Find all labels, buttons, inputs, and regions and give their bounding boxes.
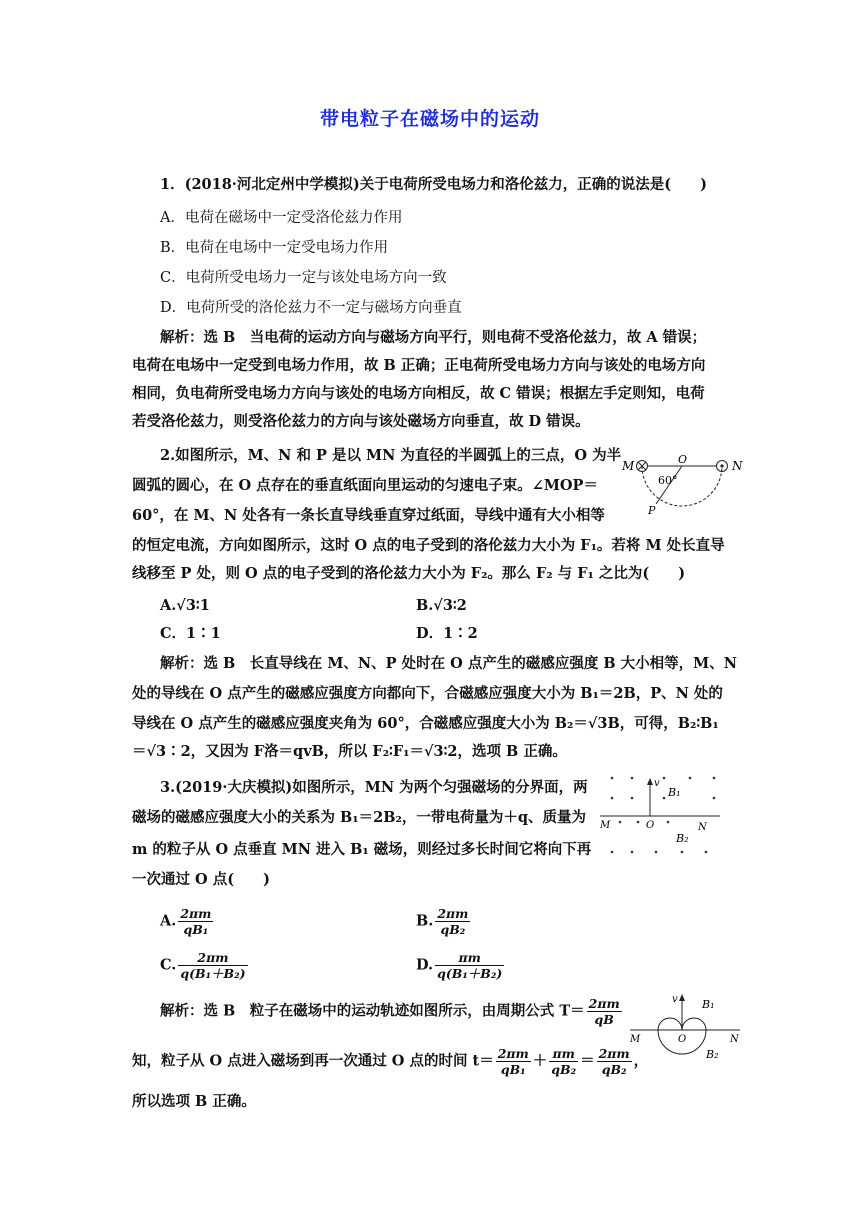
q1-answer-line: 相同，负电荷所受电场力方向与该处的电场方向相反，故 C 错误；根据左手定则知，电荷 (132, 385, 705, 402)
q2-figure (620, 452, 750, 518)
page-title: 带电粒子在磁场中的运动 (319, 108, 540, 130)
q3-traj-label-m: M (630, 1034, 641, 1045)
q3-figure (598, 772, 728, 858)
q1-stem: 1．(2018·河北定州中学模拟)关于电荷所受电场力和洛伦兹力，正确的说法是( ) (160, 176, 707, 193)
q2-fig-label-n: N (732, 459, 743, 473)
q3-fig-label-b1: B₁ (668, 786, 681, 799)
semicircle-arc (642, 466, 722, 506)
q2-option-b: B.√3∶2 (416, 597, 467, 614)
q2-answer-line: ＝√3∶2，又因为 F洛＝qvB，所以 F₂∶F₁＝√3∶2，选项 B 正确。 (132, 743, 567, 760)
q2-fig-label-o: O (678, 453, 688, 466)
trajectory-b1-small (682, 1018, 706, 1030)
q2-answer-line: 解析：选 B 长直导线在 M、N、P 处时在 O 点产生的磁感应强度 B 大小相等，M、N (160, 655, 737, 672)
q1-answer-line: 解析：选 B 当电荷的运动方向与磁场方向平行，则电荷不受洛伦兹力，故 A 错误； (160, 329, 707, 346)
q3-fig-label-o: O (646, 820, 655, 831)
q2-answer-line: 导线在 O 点产生的磁感应强度夹角为 60°，合磁感应强度大小为 B₂＝√3B，可得，B₂∶B₁ (132, 715, 719, 732)
q2-stem-line: 的恒定电流，方向如图所示，这时 O 点的电子受到的洛伦兹力大小为 F₁。若将 M 处长直导 (132, 537, 725, 554)
q2-stem-line: 线移至 P 处，则 O 点的电子受到的洛伦兹力大小为 F₂。那么 F₂ 与 F₁ 之比为( ) (132, 565, 686, 582)
q3-stem-line: 一次通过 O 点( ) (132, 871, 270, 888)
q3-traj-label-v: v (672, 994, 678, 1005)
q1-option-c: C．电荷所受电场力一定与该处电场方向一致 (160, 270, 447, 286)
q2-stem-line: 圆弧的圆心，在 O 点存在的垂直纸面向里运动的匀速电子束。∠MOP＝ (132, 477, 598, 494)
q3-traj-label-b1: B₁ (702, 998, 715, 1011)
q3-stem-line: 磁场的磁感应强度大小的关系为 B₁＝2B₂，一带电荷量为＋q、质量为 (132, 809, 586, 826)
q3-fig-label-m: M (600, 820, 611, 831)
q1-answer-line: 若受洛伦兹力，则受洛伦兹力的方向与该处磁场方向垂直，故 D 错误。 (132, 413, 590, 430)
q2-fig-label-p: P (648, 504, 656, 517)
q2-fig-label-m: M (622, 459, 635, 473)
trajectory-b1-small-2 (658, 1018, 682, 1030)
q3-answer-line: 知，粒子从 O 点进入磁场到再一次通过 O 点的时间 t＝ $\frac{2\pi m}{\text{qB₁}}$ ＋ $\frac{\pi m}{\text{qB₂}}$ ＝ $\frac{2\pi m}{\text{qB₂}}$ ， (132, 1046, 649, 1077)
q3-stem-line: 3.(2019·大庆模拟)如图所示，MN 为两个匀强磁场的分界面，两 (160, 779, 588, 796)
q3-option-b: B. $\frac{2\pi m}{\text{qB₂}}$ (416, 906, 469, 937)
field-dots-middle (619, 821, 670, 824)
field-dots-bottom (611, 851, 708, 854)
q2-option-c: C．1∶1 (160, 625, 221, 642)
q3-traj-label-o: O (678, 1034, 687, 1045)
q1-option-b: B．电荷在电场中一定受电场力作用 (160, 240, 389, 256)
q2-stem-line: 60°，在 M、N 处各有一条长直导线垂直穿过纸面，导线中通有大小相等 (132, 507, 605, 524)
q2-fig-angle: 60° (658, 474, 678, 487)
q3-option-a: A. $\frac{2\pi m}{\text{qB₁}}$ (160, 906, 212, 937)
q2-option-a: A.√3∶1 (160, 597, 210, 614)
q2-answer-line: 处的导线在 O 点产生的磁感应强度方向都向下，合磁感应强度大小为 B₁＝2B，P、N 处的 (132, 685, 723, 702)
field-dots-top (611, 777, 716, 800)
q1-option-d: D．电荷所受的洛伦兹力不一定与磁场方向垂直 (160, 300, 462, 316)
q3-stem-line: m 的粒子从 O 点垂直 MN 进入 B₁ 磁场，则经过多长时间它将向下再 (132, 841, 592, 858)
q1-option-a: A．电荷在磁场中一定受洛伦兹力作用 (160, 210, 403, 226)
q3-traj-label-n: N (730, 1034, 739, 1045)
q2-option-d: D．1∶2 (416, 625, 478, 642)
q2-stem-line: 2.如图所示，M、N 和 P 是以 MN 为直径的半圆弧上的三点，O 为半 (160, 447, 622, 464)
q3-fig-label-n: N (698, 822, 707, 833)
q3-fig-label-v: v (654, 778, 660, 789)
q1-answer-line: 电荷在电场中一定受到电场力作用，故 B 正确；正电荷所受电场力方向与该处的电场方向 (132, 357, 706, 374)
q3-option-c: C. $\frac{2\pi m}{\text{q(B₁＋B₂)}}$ (160, 950, 246, 981)
q3-fig-label-b2: B₂ (676, 832, 689, 845)
q3-option-d: D. $\frac{\pi m}{\text{q(B₁＋B₂)}}$ (416, 950, 503, 981)
q3-answer-line: 解析：选 B 粒子在磁场中的运动轨迹如图所示，由周期公式 T＝ $\frac{2\pi m}{qB}$ (160, 996, 620, 1027)
q3-traj-label-b2: B₂ (706, 1048, 719, 1061)
q3-answer-line: 所以选项 B 正确。 (132, 1093, 256, 1110)
